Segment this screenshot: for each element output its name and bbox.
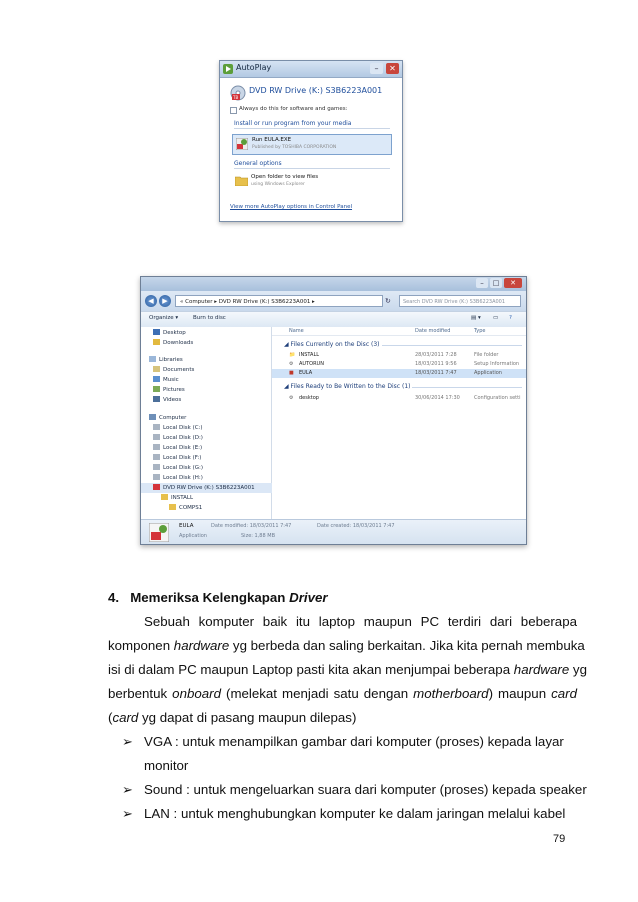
nav-item-computer[interactable]: Computer [141, 413, 279, 423]
nav-item-comps1[interactable]: COMPS1 [141, 503, 299, 513]
libraries-icon [149, 356, 156, 362]
disk-icon [153, 444, 160, 450]
open-folder-option[interactable] [232, 173, 390, 191]
file-type: File folder [474, 352, 499, 358]
application-icon: ■ [289, 370, 294, 376]
arrow-bullet-icon: ➢ [122, 734, 133, 749]
explorer-titlebar [141, 277, 526, 291]
heading-number: 4. [108, 590, 120, 605]
run-eula-publisher: Published by TOSHIBA CORPORATION [252, 145, 337, 150]
autoplay-titlebar [220, 61, 402, 78]
nav-item-music[interactable]: Music [141, 375, 283, 385]
file-date: 18/03/2011 9:56 [415, 361, 457, 367]
file-row-autorun[interactable] [272, 360, 526, 369]
file-type: Setup Information [474, 361, 520, 367]
column-header-type[interactable]: Type [474, 328, 486, 334]
paragraph-line-4: berbentuk onboard (melekat menjadi satu dengan motherboard) maupun card [108, 686, 577, 701]
pictures-icon [153, 386, 160, 392]
computer-icon [149, 414, 156, 420]
file-date: 30/06/2014 17:30 [415, 395, 460, 401]
disk-icon [153, 454, 160, 460]
settings-file-icon: ⚙ [289, 361, 294, 367]
group-divider [234, 128, 390, 129]
preview-pane-icon[interactable]: ▭ [493, 315, 499, 321]
file-date: 18/03/2011 7:47 [415, 370, 457, 376]
eula-app-icon [149, 523, 169, 542]
general-options-label: General options [234, 160, 282, 167]
nav-item-disk-g[interactable]: Local Disk (G:) [141, 463, 283, 473]
settings-file-icon: ⚙ [289, 395, 294, 401]
autoplay-app-icon [223, 64, 233, 74]
refresh-icon[interactable]: ↻ [385, 297, 391, 305]
details-file-kind: Application [179, 533, 207, 539]
close-icon[interactable]: ✕ [386, 63, 399, 74]
disk-icon [153, 464, 160, 470]
svg-text:TB: TB [233, 95, 239, 100]
heading-text: Memeriksa Kelengkapan [130, 590, 286, 605]
forward-icon[interactable]: ▶ [159, 295, 171, 307]
arrow-bullet-icon: ➢ [122, 806, 133, 821]
nav-item-install[interactable]: INSTALL [141, 493, 291, 503]
group-divider [412, 387, 522, 388]
paragraph-line-1: Sebuah komputer baik itu laptop maupun PC terdiri dari beberapa [144, 614, 577, 629]
burn-to-disc-button[interactable]: Burn to disc [193, 315, 226, 321]
videos-icon [153, 396, 160, 402]
file-name: AUTORUN [299, 361, 324, 367]
nav-item-dvd-drive[interactable]: DVD RW Drive (K:) S3B6223A001 [141, 483, 283, 493]
documents-icon [153, 366, 160, 372]
dvd-drive-icon [230, 85, 246, 101]
bullet-lan: LAN : untuk menghubungkan komputer ke dalam jaringan melalui kabel [144, 806, 566, 821]
explorer-address-row [141, 291, 526, 311]
file-date: 28/03/2011 7:28 [415, 352, 457, 358]
file-name: INSTALL [299, 352, 320, 358]
nav-item-disk-c[interactable]: Local Disk (C:) [141, 423, 283, 433]
bullet-sound: Sound : untuk mengeluarkan suara dari komputer (proses) kepada speaker [144, 782, 587, 797]
nav-item-disk-f[interactable]: Local Disk (F:) [141, 453, 283, 463]
nav-item-documents[interactable]: Documents [141, 365, 283, 375]
general-divider [234, 168, 390, 169]
back-icon[interactable]: ◀ [145, 295, 157, 307]
nav-item-pictures[interactable]: Pictures [141, 385, 283, 395]
organize-button[interactable]: Organize ▾ [149, 315, 179, 321]
file-type: Application [474, 370, 502, 376]
paragraph-line-3: isi di dalam PC maupun Laptop pasti kita akan menjumpai beberapa hardware yg [108, 662, 587, 677]
music-icon [153, 376, 160, 382]
run-eula-label: Run EULA.EXE [252, 137, 292, 143]
file-type: Configuration setti [474, 395, 521, 401]
eula-app-icon [236, 138, 248, 150]
nav-item-libraries[interactable]: Libraries [141, 355, 279, 365]
file-list-pane [272, 327, 526, 519]
group-header-ready[interactable]: ◢ Files Ready to Be Written to the Disc (1) [284, 383, 411, 390]
address-bar[interactable]: « Computer ▸ DVD RW Drive (K:) S3B6223A001 ▸ [175, 295, 383, 307]
disk-icon [153, 474, 160, 480]
install-group-label: Install or run program from your media [234, 120, 352, 127]
view-options-icon[interactable]: ▤ ▾ [471, 315, 481, 321]
always-do-label: Always do this for software and games: [239, 106, 348, 112]
disk-icon [153, 424, 160, 430]
folder-icon [235, 175, 248, 186]
explorer-toolbar [141, 311, 526, 328]
folder-icon [169, 504, 176, 510]
nav-item-disk-d[interactable]: Local Disk (D:) [141, 433, 283, 443]
run-eula-option[interactable] [232, 134, 392, 155]
page-number: 79 [553, 833, 566, 845]
details-size: Size: 1,88 MB [241, 533, 276, 539]
explorer-window-screenshot [140, 276, 527, 545]
autoplay-body [220, 78, 402, 221]
nav-item-desktop[interactable]: Desktop [141, 328, 283, 338]
bullet-vga-line2: monitor [144, 758, 189, 773]
file-row-eula[interactable] [272, 369, 526, 378]
column-header-date[interactable]: Date modified [415, 328, 451, 334]
details-date-created: Date created: 18/03/2011 7:47 [317, 523, 395, 529]
paragraph-line-5: (card yg dapat di pasang maupun dilepas) [108, 710, 357, 725]
details-date-modified: Date modified: 18/03/2011 7:47 [211, 523, 292, 529]
nav-item-downloads[interactable]: Downloads [141, 338, 283, 348]
always-do-checkbox[interactable] [230, 107, 237, 114]
help-icon[interactable]: ? [509, 315, 512, 321]
header-divider [272, 335, 526, 336]
folder-icon: 📁 [289, 352, 296, 358]
open-folder-label: Open folder to view files [251, 174, 319, 180]
group-header-current[interactable]: ◢ Files Currently on the Disc (3) [284, 341, 380, 348]
paragraph-line-2: komponen hardware yg berbeda dan saling berkaitan. Jika kita pernah membuka [108, 638, 585, 653]
file-row-desktop[interactable] [272, 394, 526, 403]
bullet-vga-line1: VGA : untuk menampilkan gambar dari komputer (proses) kepada layar [144, 734, 564, 749]
desktop-icon [153, 329, 160, 335]
nav-item-disk-h[interactable]: Local Disk (H:) [141, 473, 283, 483]
control-panel-link[interactable]: View more AutoPlay options in Control Panel [230, 204, 353, 210]
autoplay-drive-name: DVD RW Drive (K:) S3B6223A001 [249, 86, 383, 95]
downloads-icon [153, 339, 160, 345]
navigation-pane [141, 327, 272, 519]
column-header-name[interactable]: Name [289, 328, 304, 334]
heading-emphasis: Driver [289, 590, 328, 605]
arrow-bullet-icon: ➢ [122, 782, 133, 797]
file-name: desktop [299, 395, 319, 401]
close-icon[interactable]: ✕ [504, 278, 522, 288]
open-folder-sublabel: using Windows Explorer [251, 182, 305, 187]
details-pane [141, 519, 526, 545]
autoplay-title: AutoPlay [236, 63, 272, 72]
folder-icon [161, 494, 168, 500]
maximize-icon[interactable]: □ [490, 278, 502, 288]
file-name: EULA [299, 370, 313, 376]
nav-item-videos[interactable]: Videos [141, 395, 283, 405]
details-file-name: EULA [179, 523, 194, 529]
file-row-install[interactable] [272, 351, 526, 360]
autoplay-dialog-screenshot [219, 60, 403, 222]
group-divider [382, 345, 522, 346]
section-heading [108, 590, 328, 605]
dvd-drive-icon [153, 484, 160, 490]
minimize-icon[interactable]: – [370, 63, 383, 74]
search-input[interactable]: Search DVD RW Drive (K:) S3B6223A001 [399, 295, 521, 307]
minimize-icon[interactable]: – [476, 278, 488, 288]
nav-item-disk-e[interactable]: Local Disk (E:) [141, 443, 283, 453]
disk-icon [153, 434, 160, 440]
